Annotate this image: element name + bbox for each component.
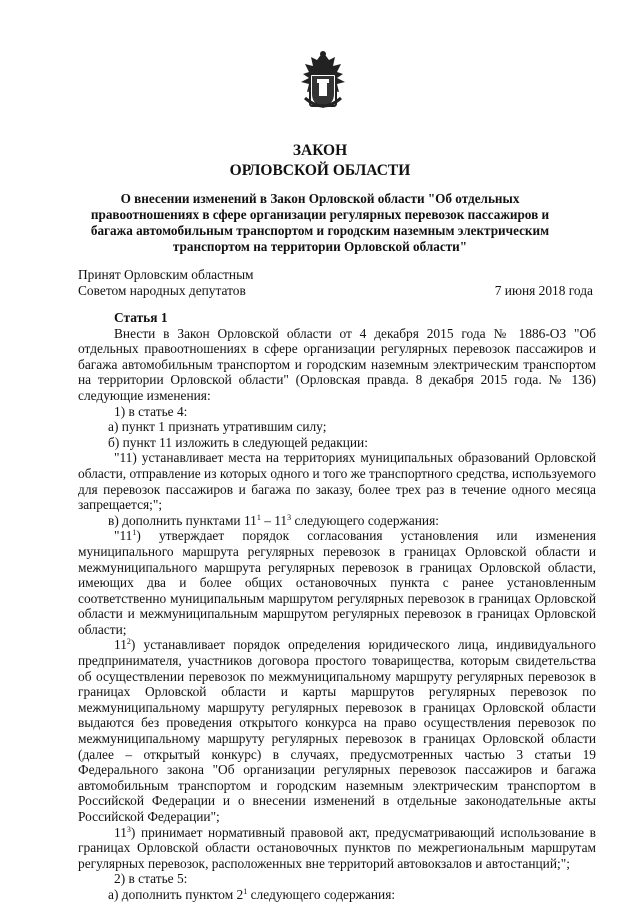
document-body — [78, 310, 596, 903]
item-1b: б) пункт 11 изложить в следующей редакции: — [108, 434, 368, 450]
paragraph-11-3: $11^3$) принимает нормативный правовой акт, предусматривающий использование в границах Орловской области остановочных пунктов по межрегиональным маршрутам регулярных перевозок, расположенных вне территорий автовокзалов и автостанций;"; — [78, 824, 596, 871]
adopted-by-line1: Принят Орловским областным — [78, 267, 254, 282]
paragraph-11-1: "$11^1$) утверждает порядок согласования установления или изменения муниципального маршрута регулярных перевозок в границах Орловской области и межмуниципального маршрута регулярных перевозок в границах Орловской области, имеющих два и более общих остановочных пункта с ранее установленным соответственно муниципальным маршрутом регулярных перевозок в границах Орловской области и межмуниципальным маршрутом регулярных перевозок в границах Орловской области; — [78, 528, 596, 637]
paragraph-11-2: $11^2$) устанавливает порядок определения юридического лица, индивидуального предпринимателя, участников договора простого товарищества, которым свидетельства об осуществлении перевозок по межмуниципальному маршруту регулярных перевозок в границах Орловской области и карты маршрутов регулярных перевозок по межмуниципальному маршруту регулярных перевозок в границах Орловской области выдаются без проведения открытого конкурса на право осуществления перевозок по межмуниципальному маршруту регулярных перевозок в границах Орловской области (далее – открытый конкурс) в случаях, предусмотренных частью 3 статьи 19 Федерального закона "Об организации регулярных перевозок пассажиров и багажа автомобильным транспортом и городским наземным электрическим транспортом в Российской Федерации и о внесении изменений в отдельные законодательные акты Российской Федерации"; — [78, 637, 596, 824]
law-subtitle: О внесении изменений в Закон Орловской области "Об отдельных правоотношениях в сфере организации регулярных перевозок пассажиров и багажа автомобильным транспортом и городским наземным электрическим транспортом на территории Орловской области" — [90, 191, 550, 254]
item-1: 1) в статье 4: — [114, 403, 188, 419]
article-heading: Статья 1 — [114, 310, 168, 325]
adoption-info — [78, 267, 254, 299]
law-title: ЗАКОН — [292, 142, 348, 159]
adoption-date: 7 июня 2018 года — [494, 283, 593, 298]
item-2a: а) дополнить пунктом $2^1$ следующего содержания: — [108, 886, 396, 902]
item-1a: а) пункт 1 признать утратившим силу; — [108, 419, 327, 435]
item-2: 2) в статье 5: — [114, 871, 188, 887]
region-title: ОРЛОВСКОЙ ОБЛАСТИ — [229, 162, 411, 179]
coat-of-arms-emblem — [293, 48, 353, 116]
adopted-by-line2: Советом народных депутатов — [78, 283, 246, 298]
intro-paragraph: Внести в Закон Орловской области от 4 декабря 2015 года № 1886-ОЗ "Об отдельных правоотношениях в сфере организации регулярных перевозок пассажиров и багажа автомобильным транспортом и городским наземным электрическим транспортом на территории Орловской области" (Орловская правда. 8 декабря 2015 года. № 136) следующие изменения: — [78, 325, 596, 403]
paragraph-11: "11) устанавливает места на территориях муниципальных образований Орловской области, отправление из которых одного и того же транспортного средства, используемого для перевозок пассажиров и багажа по заказу, более трех раз в течение одного месяца запрещается;"; — [78, 450, 596, 513]
item-1v: в) дополнить пунктами $11^1 - 11^3$ следующего содержания: — [108, 512, 439, 528]
